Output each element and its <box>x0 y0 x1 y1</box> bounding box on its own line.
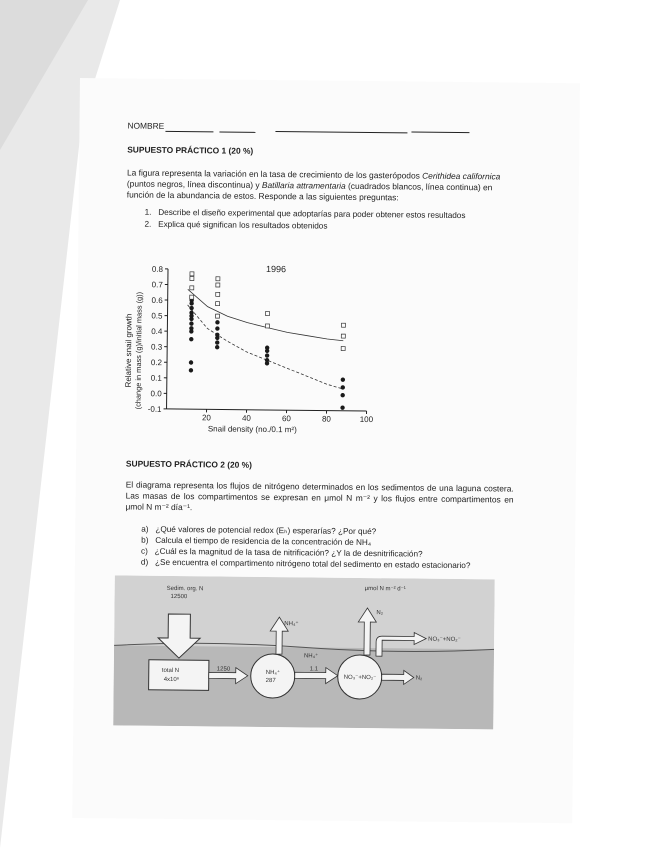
name-label: NOMBRE <box>127 120 165 131</box>
name-line-3 <box>275 131 407 133</box>
y-tick-label: 0.1 <box>150 373 162 383</box>
open-square-point <box>215 314 219 318</box>
question-d: d) ¿Se encuentra el compartimento nitrógeno total del sedimento en estado estacionario? <box>140 557 471 571</box>
question-c: c) ¿Cuál es la magnitud de la tasa de nitrificación? ¿Y la de desnitrificación? <box>141 546 423 559</box>
section2-paragraph: El diagrama representa los flujos de nitrógeno determinados en los sedimentos de una laguna costera. Las masas de los compartimentos se expresan en μmol N m⁻² y los flujos entre compartimentos en μmol N m⁻² día⁻¹. <box>125 479 514 513</box>
n2-product-label: N₂ <box>415 675 423 682</box>
filled-point <box>189 321 193 325</box>
no-efflux-label: NO₃⁻+NO₂⁻ <box>428 636 461 644</box>
filled-point <box>340 393 344 397</box>
nitrogen-flux-svg <box>113 575 495 729</box>
y-axis-label-2: (change in mass (g)/initial mass (g)) <box>133 291 144 410</box>
chart-points <box>188 272 346 410</box>
question-a: a) ¿Qué valores de potencial redox (Eₕ) esperarías? ¿Por qué? <box>141 524 377 537</box>
nitrification-value: 1.1 <box>309 666 319 673</box>
open-square-point <box>190 272 194 276</box>
total-n-value: 4x10⁶ <box>163 676 180 684</box>
open-square-point <box>216 277 220 281</box>
open-square-point <box>216 283 220 287</box>
question-b: b) Calcula el tiempo de residencia de la concentración de NH₄ <box>141 535 372 548</box>
nh4-efflux-label: NH₄⁺ <box>284 621 299 628</box>
y-tick-label: -0.1 <box>147 404 162 414</box>
mineralization-value: 1250 <box>216 666 231 673</box>
filled-point <box>340 405 344 409</box>
y-tick-label: 0.2 <box>150 358 163 368</box>
input-value: 12500 <box>170 593 188 601</box>
x-tick-label: 20 <box>201 413 211 423</box>
x-tick-label: 80 <box>321 414 331 424</box>
open-square-point <box>216 302 220 306</box>
exam-page <box>72 78 580 823</box>
y-tick-label: 0.3 <box>151 342 163 352</box>
y-tick-label: 0.0 <box>150 389 162 399</box>
nitrogen-flux-diagram <box>113 575 495 729</box>
filled-point <box>215 326 219 330</box>
filled-point <box>189 360 193 364</box>
open-square-point <box>341 334 345 338</box>
filled-point <box>215 345 219 349</box>
chart-axes <box>148 265 376 424</box>
x-tick-label: 60 <box>281 414 291 424</box>
open-square-point <box>265 324 269 328</box>
y-tick-label: 0.6 <box>151 295 163 305</box>
open-square-point <box>190 286 194 290</box>
open-square-point <box>266 312 270 316</box>
filled-point <box>265 353 269 357</box>
nh4-side-label: NH₄⁺ <box>303 653 319 660</box>
filled-point <box>189 368 193 372</box>
y-axis-line <box>167 269 168 409</box>
x-axis-line <box>167 409 367 411</box>
y-tick-label: 0.4 <box>151 326 163 337</box>
n2-efflux-label: N₂ <box>376 610 384 617</box>
open-square-point <box>190 295 194 299</box>
growth-chart <box>104 258 376 441</box>
question-1: 1. Describe el diseño experimental que adoptarías para poder obtener estos resultados <box>144 207 466 221</box>
section1-paragraph: La figura representa la variación en la tasa de crecimiento de los gasterópodos Cerithidea californica (puntos negros, línea discontinua) y Batillaria attramentaria (cuadrados blancos, línea continua) en función de la abundancia de estos. Responde a las siguientes preguntas: <box>126 167 501 203</box>
total-n-box <box>149 660 209 691</box>
no-label: NO₃⁻+NO₂⁻ <box>343 674 377 682</box>
growth-chart-svg <box>104 258 376 441</box>
nh4-value: 287 <box>265 677 276 685</box>
open-square-point <box>216 292 220 296</box>
question-2: 2. Explica qué significan los resultados obtenidos <box>144 219 328 231</box>
chart-curves <box>187 289 344 389</box>
filled-point <box>341 385 345 389</box>
name-line-4 <box>411 131 469 133</box>
x-tick-label: 40 <box>241 413 251 423</box>
nh4-label: NH₄⁺ <box>265 669 281 677</box>
name-line-2 <box>219 131 255 132</box>
section2-title: SUPUESTO PRÁCTICO 2 (20 %) <box>125 458 252 470</box>
filled-point <box>215 340 219 344</box>
input-label: Sedim. org. N <box>166 585 204 593</box>
filled-point <box>341 377 345 381</box>
y-tick-label: 0.8 <box>151 264 164 274</box>
flux-units-label: μmol N m⁻² d⁻¹ <box>364 586 406 593</box>
total-n-label: total N <box>161 667 180 675</box>
open-square-point <box>341 347 345 351</box>
filled-point <box>189 337 193 341</box>
y-axis-label-1: Relative snail growth <box>123 313 134 388</box>
open-square-point <box>341 323 345 327</box>
filled-point <box>215 320 219 324</box>
open-square-point <box>190 276 194 280</box>
name-line-1 <box>165 131 213 133</box>
y-tick-label: 0.5 <box>151 311 163 321</box>
chart-annotation-year: 1996 <box>265 263 287 275</box>
y-tick-label: 0.7 <box>151 280 163 290</box>
filled-point <box>189 306 193 310</box>
x-axis-label: Snail density (no./0.1 m²) <box>207 424 297 435</box>
x-tick-label: 100 <box>359 414 374 425</box>
section1-title: SUPUESTO PRÁCTICO 1 (20 %) <box>127 144 254 156</box>
